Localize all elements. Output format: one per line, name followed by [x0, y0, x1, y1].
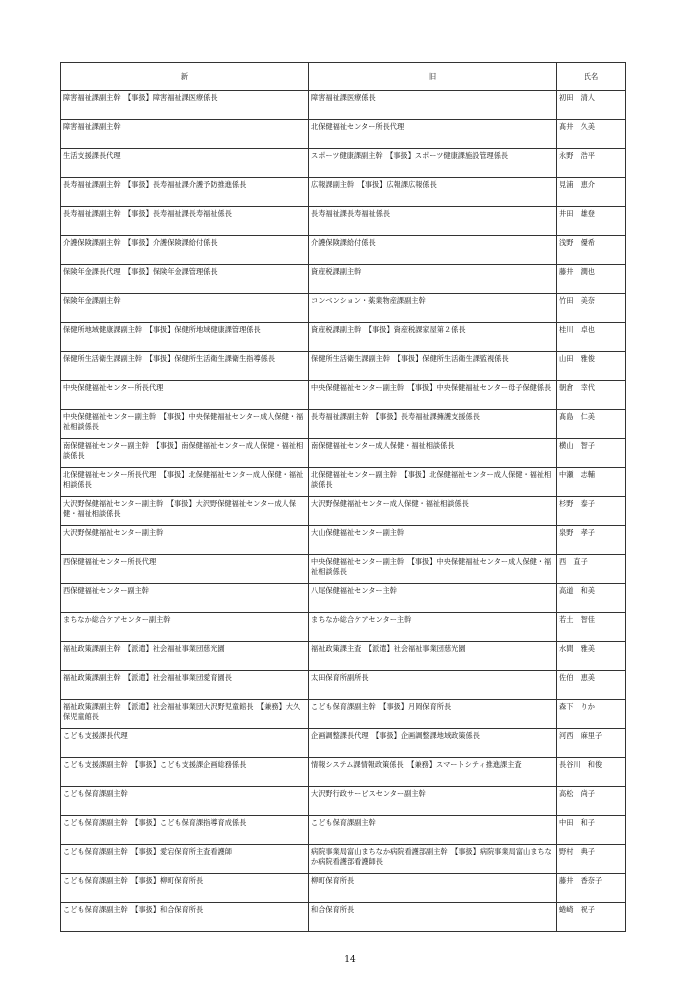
cell-old-position: 介護保険課給付係長 [309, 236, 557, 265]
table-row [61, 642, 626, 671]
table-row [61, 584, 626, 613]
cell-old-position: 障害福祉課医療係長 [309, 91, 557, 120]
cell-old-position: スポーツ健康課副主幹 【事扱】スポーツ健康課施設管理係長 [309, 149, 557, 178]
cell-old-position: 長寿福祉課長寿福祉係長 [309, 207, 557, 236]
table-row [61, 381, 626, 410]
table-row [61, 845, 626, 874]
cell-old-position: 北保健福祉センター所長代理 [309, 120, 557, 149]
cell-name: 若土 智佳 [557, 613, 626, 642]
cell-old-position: 柳町保育所長 [309, 874, 557, 903]
cell-new-position: 北保健福祉センター所長代理 【事扱】北保健福祉センター成人保健・福祉相談係長 [61, 468, 309, 497]
table-row [61, 294, 626, 323]
table-row [61, 903, 626, 932]
cell-old-position: 北保健福祉センター副主幹 【事扱】北保健福祉センター成人保健・福祉相談係長 [309, 468, 557, 497]
table-row [61, 207, 626, 236]
cell-name: 朝倉 幸代 [557, 381, 626, 410]
header-new: 新 [61, 63, 309, 91]
cell-new-position: 西保健福祉センター所長代理 [61, 555, 309, 584]
cell-new-position: 西保健福祉センター副主幹 [61, 584, 309, 613]
table-row [61, 178, 626, 207]
cell-new-position: 介護保険課副主幹 【事扱】介護保険課給付係長 [61, 236, 309, 265]
table-row [61, 265, 626, 294]
cell-name: 桂川 卓也 [557, 323, 626, 352]
table-row [61, 149, 626, 178]
table-body [61, 91, 626, 932]
cell-name: 中田 和子 [557, 816, 626, 845]
cell-new-position: 長寿福祉課副主幹 【事扱】長寿福祉課長寿福祉係長 [61, 207, 309, 236]
cell-new-position: まちなか総合ケアセンター副主幹 [61, 613, 309, 642]
cell-name: 佐伯 恵美 [557, 671, 626, 700]
cell-name: 高道 和美 [557, 584, 626, 613]
cell-new-position: 障害福祉課副主幹 [61, 120, 309, 149]
cell-name: 髙井 久美 [557, 120, 626, 149]
cell-new-position: 保険年金課副主幹 [61, 294, 309, 323]
personnel-table [60, 62, 626, 932]
table-row [61, 120, 626, 149]
cell-new-position: こども保育課副主幹 【事扱】和合保育所長 [61, 903, 309, 932]
cell-old-position: 中央保健福祉センター副主幹 【事扱】中央保健福祉センター母子保健係長 [309, 381, 557, 410]
cell-name: 杉野 泰子 [557, 497, 626, 526]
cell-name: 永野 浩平 [557, 149, 626, 178]
cell-new-position: こども支援課長代理 [61, 729, 309, 758]
header-name: 氏名 [557, 63, 626, 91]
cell-new-position: こども支援課副主幹 【事扱】こども支援課企画総務係長 [61, 758, 309, 787]
cell-new-position: こども保育課副主幹 【事扱】こども保育課指導育成係長 [61, 816, 309, 845]
cell-old-position: 保健所生活衛生課副主幹 【事扱】保健所生活衛生課監視係長 [309, 352, 557, 381]
table-row [61, 729, 626, 758]
cell-name: 井田 雄登 [557, 207, 626, 236]
cell-old-position: 大山保健福祉センター副主幹 [309, 526, 557, 555]
cell-new-position: 大沢野保健福祉センター副主幹 [61, 526, 309, 555]
cell-old-position: 太田保育所副所長 [309, 671, 557, 700]
cell-old-position: 南保健福祉センター成人保健・福祉相談係長 [309, 439, 557, 468]
cell-name: 山田 雅俊 [557, 352, 626, 381]
cell-old-position: 資産税課副主幹 [309, 265, 557, 294]
cell-old-position: 病院事業局富山まちなか病院看護部副主幹 【事扱】病院事業局富山まちなか病院看護部看護師長 [309, 845, 557, 874]
cell-new-position: 中央保健福祉センター副主幹 【事扱】中央保健福祉センター成人保健・福祉相談係長 [61, 410, 309, 439]
cell-name: 泉野 孝子 [557, 526, 626, 555]
table-row [61, 91, 626, 120]
cell-old-position: 長寿福祉課副主幹 【事扱】長寿福祉課擁護支援係長 [309, 410, 557, 439]
cell-new-position: 保険年金課長代理 【事扱】保険年金課管理係長 [61, 265, 309, 294]
table-row [61, 439, 626, 468]
table-row [61, 613, 626, 642]
cell-name: 河西 麻里子 [557, 729, 626, 758]
cell-old-position: 大沢野保健福祉センター成人保健・福祉相談係長 [309, 497, 557, 526]
cell-new-position: 福祉政策課副主幹 【派遣】社会福祉事業団大沢野児童館長 【兼務】大久保児童館長 [61, 700, 309, 729]
cell-name: 野村 典子 [557, 845, 626, 874]
cell-new-position: 福祉政策課副主幹 【派遣】社会福祉事業団愛育園長 [61, 671, 309, 700]
table-row [61, 787, 626, 816]
cell-new-position: 生活支援課長代理 [61, 149, 309, 178]
cell-name: 竹田 美奈 [557, 294, 626, 323]
cell-new-position: 長寿福祉課副主幹 【事扱】長寿福祉課介護予防推進係長 [61, 178, 309, 207]
cell-name: 高松 尚子 [557, 787, 626, 816]
personnel-table-container [60, 62, 625, 932]
cell-old-position: コンベンション・薬業物産課副主幹 [309, 294, 557, 323]
table-row [61, 352, 626, 381]
cell-new-position: 障害福祉課副主幹 【事扱】障害福祉課医療係長 [61, 91, 309, 120]
cell-new-position: こども保育課副主幹 【事扱】柳町保育所長 [61, 874, 309, 903]
cell-old-position: 情報システム課情報政策係長 【兼務】スマートシティ推進課主査 [309, 758, 557, 787]
cell-new-position: 福祉政策課副主幹 【派遣】社会福祉事業団慈光園 [61, 642, 309, 671]
cell-old-position: まちなか総合ケアセンター主幹 [309, 613, 557, 642]
header-old: 旧 [309, 63, 557, 91]
cell-old-position: 八尾保健福祉センター主幹 [309, 584, 557, 613]
table-row [61, 758, 626, 787]
table-row [61, 468, 626, 497]
page-number: 14 [344, 955, 356, 965]
cell-name: 初田 清人 [557, 91, 626, 120]
cell-new-position: 保健所地域健康課副主幹 【事扱】保健所地域健康課管理係長 [61, 323, 309, 352]
cell-old-position: こども保育課副主幹 【事扱】月岡保育所長 [309, 700, 557, 729]
cell-name: 長谷川 和俊 [557, 758, 626, 787]
table-row [61, 236, 626, 265]
cell-old-position: 大沢野行政サービスセンター副主幹 [309, 787, 557, 816]
cell-old-position: 中央保健福祉センター副主幹 【事扱】中央保健福祉センター成人保健・福祉相談係長 [309, 555, 557, 584]
cell-name: 蜷崎 祝子 [557, 903, 626, 932]
table-row [61, 410, 626, 439]
table-row [61, 874, 626, 903]
cell-name: 水間 雅美 [557, 642, 626, 671]
cell-name: 藤井 潤也 [557, 265, 626, 294]
cell-new-position: こども保育課副主幹 [61, 787, 309, 816]
cell-name: 浅野 優希 [557, 236, 626, 265]
cell-new-position: 中央保健福祉センター所長代理 [61, 381, 309, 410]
table-row [61, 700, 626, 729]
table-row [61, 323, 626, 352]
cell-old-position: 資産税課副主幹 【事扱】資産税課家屋第２係長 [309, 323, 557, 352]
cell-new-position: こども保育課副主幹 【事扱】愛宕保育所主査看護師 [61, 845, 309, 874]
cell-old-position: 和合保育所長 [309, 903, 557, 932]
cell-new-position: 南保健福祉センター副主幹 【事扱】南保健福祉センター成人保健・福祉相談係長 [61, 439, 309, 468]
cell-new-position: 保健所生活衛生課副主幹 【事扱】保健所生活衛生課衛生指導係長 [61, 352, 309, 381]
table-header-row [61, 63, 626, 91]
table-row [61, 555, 626, 584]
cell-name: 横山 智子 [557, 439, 626, 468]
cell-old-position: こども保育課副主幹 [309, 816, 557, 845]
cell-name: 見浦 恵介 [557, 178, 626, 207]
cell-name: 藤井 香奈子 [557, 874, 626, 903]
cell-old-position: 福祉政策課主査 【派遣】社会福祉事業団慈光園 [309, 642, 557, 671]
cell-name: 森下 りか [557, 700, 626, 729]
table-row [61, 671, 626, 700]
table-row [61, 497, 626, 526]
table-row [61, 526, 626, 555]
cell-name: 中瀬 志輔 [557, 468, 626, 497]
cell-new-position: 大沢野保健福祉センター副主幹 【事扱】大沢野保健福祉センター成人保健・福祉相談係長 [61, 497, 309, 526]
cell-old-position: 企画調整課長代理 【事扱】企画調整課地域政策係長 [309, 729, 557, 758]
cell-old-position: 広報課副主幹 【事扱】広報課広報係長 [309, 178, 557, 207]
table-row [61, 816, 626, 845]
cell-name: 髙島 仁美 [557, 410, 626, 439]
cell-name: 西 直子 [557, 555, 626, 584]
